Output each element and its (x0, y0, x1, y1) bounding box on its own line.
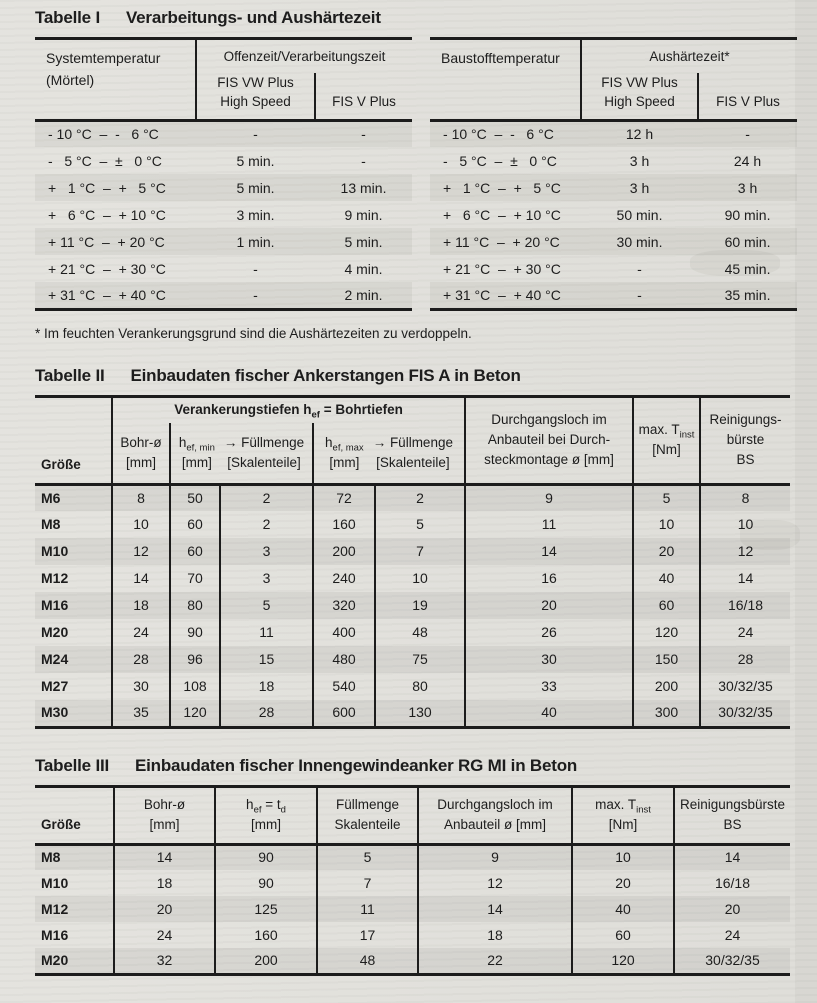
table-cell: + 1 °C – + 5 °C (48, 179, 166, 196)
table-cell: 200 (313, 538, 375, 565)
table-cell: - (637, 286, 642, 303)
table-cell: 125 (215, 896, 317, 922)
table-cell: 10 (375, 565, 465, 592)
table-cell: 24 (114, 922, 215, 948)
table-cell: 480 (313, 646, 375, 673)
table-cell: 120 (170, 700, 220, 727)
table-row (430, 174, 797, 201)
table-cell: M20 (35, 619, 112, 646)
table-row (35, 870, 790, 896)
table-cell: 40 (633, 565, 700, 592)
table-cell: 60 (572, 922, 674, 948)
table-cell: 60 (170, 511, 220, 538)
table-cell: 15 (220, 646, 313, 673)
table-cell: 20 (724, 900, 741, 917)
table1-title-label: Tabelle I (35, 8, 100, 27)
table1-title-text: Verarbeitungs- und Aushärtezeit (125, 8, 381, 27)
table3-title (35, 756, 817, 776)
table-row (430, 201, 797, 228)
table-cell: 18 (220, 673, 313, 700)
table-cell: 3 h (737, 179, 758, 196)
table-cell: + 31 °C – + 40 °C (443, 286, 561, 303)
table-row (35, 147, 412, 174)
table-row (35, 282, 412, 309)
table-cell: - 5 °C – ± 0 °C (443, 152, 557, 169)
header-baustofftemperatur: Baustofftemperatur (430, 39, 581, 121)
table1-right (430, 37, 797, 311)
table-cell: 20 (114, 896, 215, 922)
table-row (430, 120, 797, 147)
table-cell: + 6 °C – + 10 °C (48, 206, 166, 223)
table-cell: - 10 °C – - 6 °C (48, 126, 159, 143)
table-row (35, 896, 790, 922)
table-cell: 11 (465, 511, 633, 538)
table-cell: 30/32/35 (705, 951, 760, 968)
table-cell: M20 (35, 948, 114, 974)
table-cell: 22 (418, 948, 572, 974)
table-cell: 9 (418, 844, 572, 870)
header-hef-min-fuellmenge (170, 423, 313, 484)
table-cell: 96 (170, 646, 220, 673)
table-cell: 11 (220, 619, 313, 646)
table-cell: 70 (170, 565, 220, 592)
table-cell: 40 (572, 896, 674, 922)
header-reinigungsbuerste: Reinigungsbürste BS (674, 786, 790, 844)
table-row (35, 844, 790, 870)
table-cell: + 1 °C – + 5 °C (443, 179, 561, 196)
table-row (430, 282, 797, 309)
header-max-tinst: max. $T_{inst}$ [Nm] (572, 786, 674, 844)
table-row (430, 147, 797, 174)
table1-left-body (35, 120, 412, 309)
table-row (35, 619, 790, 646)
table-cell: 4 min. (344, 260, 383, 277)
table-cell: 10 (112, 511, 170, 538)
table-cell: 28 (112, 646, 170, 673)
table-cell: 130 (375, 700, 465, 727)
header-max-tinst: max. $T_{inst}$ [Nm] (633, 396, 700, 484)
table-cell: 16/18 (714, 874, 751, 891)
table-cell: 14 (465, 538, 633, 565)
table-cell: M8 (35, 511, 112, 538)
table-cell: 17 (317, 922, 418, 948)
table-cell: 2 min. (344, 286, 383, 303)
table-cell: 32 (114, 948, 215, 974)
table-row (35, 922, 790, 948)
header-durchgangsloch: Durchgangsloch im Anbauteil bei Durch- steckmontage ø [mm] (465, 396, 633, 484)
table-cell: M6 (35, 484, 112, 511)
table1-wrapper (35, 37, 817, 311)
table-cell: 18 (114, 870, 215, 896)
fuellmenge-label: → Füllmenge [Skalenteile] (372, 435, 453, 470)
table-cell: 16/18 (727, 597, 764, 614)
table-row (35, 511, 790, 538)
table-cell: 160 (215, 922, 317, 948)
table-cell: 2 (220, 484, 313, 511)
table-cell: + 21 °C – + 30 °C (48, 260, 166, 277)
table-cell: + 11 °C – + 20 °C (48, 233, 165, 250)
table-cell: 16 (465, 565, 633, 592)
table-cell: 30 min. (616, 233, 663, 250)
table-cell: 12 (737, 543, 754, 560)
table-cell: 33 (465, 673, 633, 700)
table-cell: 20 (633, 538, 700, 565)
table-cell: - (745, 126, 750, 143)
table-cell: 200 (215, 948, 317, 974)
table-cell: 3 (220, 538, 313, 565)
table2-title-text: Einbaudaten fischer Ankerstangen FIS A in Beton (130, 365, 521, 385)
table-cell: 45 min. (724, 260, 771, 277)
table-cell: 1 min. (236, 233, 275, 250)
table-cell: 26 (465, 619, 633, 646)
table-cell: M12 (35, 565, 112, 592)
table-row (35, 592, 790, 619)
table-cell: 9 min. (344, 206, 383, 223)
table-cell: 90 (170, 619, 220, 646)
table-cell: 90 min. (724, 206, 771, 223)
table-cell: 108 (170, 673, 220, 700)
table-cell: 60 (633, 592, 700, 619)
table-cell: 2 (220, 511, 313, 538)
table-cell: - (253, 126, 258, 143)
table2-title (35, 366, 817, 386)
header-fis-v-plus: FIS V Plus (315, 73, 412, 121)
header-hef-td: $h_{ef} = t_d$ [mm] (215, 786, 317, 844)
table-cell: 30/32/35 (718, 678, 773, 695)
header-verankerungstiefen: Verankerungstiefen $h_{ef}$ = Bohrtiefen (112, 396, 465, 423)
table-cell: M30 (35, 700, 112, 727)
table-cell: 12 (112, 538, 170, 565)
table-cell: 14 (112, 565, 170, 592)
table3-title-text: Einbaudaten fischer Innengewindeanker RG MI in Beton (135, 755, 578, 775)
table-cell: + 11 °C – + 20 °C (443, 233, 560, 250)
table-cell: 24 h (733, 152, 762, 169)
table-cell: 5 (633, 484, 700, 511)
table-cell: + 31 °C – + 40 °C (48, 286, 166, 303)
table-cell: 7 (317, 870, 418, 896)
table-row (35, 484, 790, 511)
table-cell: - (253, 260, 258, 277)
table-cell: 10 (572, 844, 674, 870)
table-cell: 8 (741, 489, 750, 506)
header-bohr-durchmesser: Bohr-ø [mm] (114, 786, 215, 844)
table-cell: 5 (375, 511, 465, 538)
table-cell: 40 (465, 700, 633, 727)
header-groesse: Größe (35, 786, 114, 844)
table-cell: 5 (220, 592, 313, 619)
table-cell: 14 (724, 849, 741, 866)
table-cell: 80 (170, 592, 220, 619)
table-cell: 120 (572, 948, 674, 974)
table-cell: 540 (313, 673, 375, 700)
table3-title-label: Tabelle III (35, 755, 110, 775)
fuellmenge-label: → Füllmenge [Skalenteile] (223, 435, 305, 470)
table-cell: 12 (418, 870, 572, 896)
table-cell: 18 (418, 922, 572, 948)
table-cell: - (637, 260, 642, 277)
table-cell: 10 (633, 511, 700, 538)
table-cell: 72 (313, 484, 375, 511)
table-row (35, 700, 790, 727)
table-cell: - 10 °C – - 6 °C (443, 126, 554, 143)
table-cell: 5 (317, 844, 418, 870)
table1-right-body (430, 120, 797, 309)
table-cell: 50 (170, 484, 220, 511)
table-cell: 18 (112, 592, 170, 619)
table-cell: 14 (737, 570, 754, 587)
table-cell: M16 (35, 592, 112, 619)
table-row (35, 565, 790, 592)
table-cell: 24 (112, 619, 170, 646)
table-row (35, 948, 790, 974)
table-cell: 48 (375, 619, 465, 646)
table-cell: 50 min. (616, 206, 663, 223)
header-reinigungsbuerste: Reinigungs- bürste BS (700, 396, 790, 484)
table-cell: 3 min. (236, 206, 275, 223)
header-groesse: Größe (35, 396, 112, 484)
table-row (35, 255, 412, 282)
table-cell: 11 (317, 896, 418, 922)
table-cell: 120 (633, 619, 700, 646)
table-cell: 3 (220, 565, 313, 592)
table-cell: 28 (220, 700, 313, 727)
table-cell: 200 (633, 673, 700, 700)
table3 (35, 785, 790, 976)
table-row (430, 255, 797, 282)
table-cell: 9 (465, 484, 633, 511)
table-cell: 90 (215, 870, 317, 896)
table-cell: 5 min. (236, 152, 275, 169)
hef-max-label: $h_{ef, max}$ [mm] (325, 435, 364, 470)
table-cell: 3 h (629, 179, 650, 196)
header-fis-vw-plus: FIS VW Plus High Speed (196, 73, 315, 121)
table1-title (35, 8, 817, 28)
table-cell: - (361, 152, 366, 169)
table-cell: 13 min. (340, 179, 387, 196)
table-cell: 12 h (625, 126, 654, 143)
table-cell: - 5 °C – ± 0 °C (48, 152, 162, 169)
table-cell: 5 min. (344, 233, 383, 250)
table-cell: 90 (215, 844, 317, 870)
table1-left (35, 37, 412, 311)
footnote: * Im feuchten Verankerungsgrund sind die Aushärtezeiten zu verdoppeln. (35, 325, 472, 341)
header-fis-vw-plus: FIS VW Plus High Speed (581, 73, 698, 121)
table-cell: 60 (170, 538, 220, 565)
table-cell: 75 (375, 646, 465, 673)
table-cell: + 21 °C – + 30 °C (443, 260, 561, 277)
table-cell: M10 (35, 870, 114, 896)
table-row (35, 201, 412, 228)
header-hef-max-fuellmenge (313, 423, 465, 484)
header-systemtemperatur: Systemtemperatur (Mörtel) (35, 39, 196, 121)
table-row (35, 646, 790, 673)
header-fuellmenge: Füllmenge Skalenteile (317, 786, 418, 844)
table3-body (35, 844, 790, 974)
hef-min-label: $h_{ef, min}$ [mm] (178, 435, 215, 470)
table-cell: 160 (313, 511, 375, 538)
header-aushaertezeit: Aushärtezeit* (649, 48, 730, 64)
table-cell: 240 (313, 565, 375, 592)
table-cell: 7 (375, 538, 465, 565)
table-cell: 24 (737, 624, 754, 641)
table-row (35, 228, 412, 255)
table2 (35, 395, 790, 729)
table2-body (35, 484, 790, 727)
table-cell: 5 min. (236, 179, 275, 196)
table-cell: 19 (375, 592, 465, 619)
table-cell: 10 (737, 516, 754, 533)
table-cell: 400 (313, 619, 375, 646)
table-cell: M10 (35, 538, 112, 565)
header-offenzeit: Offenzeit/Verarbeitungszeit (223, 48, 386, 64)
table-cell: 30 (112, 673, 170, 700)
table-row (35, 538, 790, 565)
table-cell: 2 (375, 484, 465, 511)
table-cell: 35 min. (724, 286, 771, 303)
table-cell: + 6 °C – + 10 °C (443, 206, 561, 223)
table-cell: 80 (375, 673, 465, 700)
table-cell: 20 (572, 870, 674, 896)
table-cell: 8 (112, 484, 170, 511)
table-cell: 300 (633, 700, 700, 727)
table-cell: - (253, 286, 258, 303)
table-cell: 14 (114, 844, 215, 870)
table-cell: 150 (633, 646, 700, 673)
table-cell: 35 (112, 700, 170, 727)
table-cell: M27 (35, 673, 112, 700)
table-cell: 3 h (629, 152, 650, 169)
table-cell: M8 (35, 844, 114, 870)
table-cell: - (361, 126, 366, 143)
table-cell: 14 (418, 896, 572, 922)
table-cell: M12 (35, 896, 114, 922)
table-row (35, 174, 412, 201)
table-cell: 600 (313, 700, 375, 727)
table-cell: 30/32/35 (718, 704, 773, 721)
table-cell: M16 (35, 922, 114, 948)
table-row (35, 673, 790, 700)
table-row (430, 228, 797, 255)
header-durchgangsloch: Durchgangsloch im Anbauteil ø [mm] (418, 786, 572, 844)
table-cell: 320 (313, 592, 375, 619)
table2-title-label: Tabelle II (35, 365, 105, 385)
table-row (35, 120, 412, 147)
table-cell: 30 (465, 646, 633, 673)
header-bohr-durchmesser: Bohr-ø [mm] (112, 423, 170, 484)
table-cell: 60 min. (724, 233, 771, 250)
header-fis-v-plus: FIS V Plus (698, 73, 797, 121)
table-cell: 28 (737, 651, 754, 668)
table-cell: 48 (317, 948, 418, 974)
table-cell: M24 (35, 646, 112, 673)
table-cell: 24 (724, 926, 741, 943)
table-cell: 20 (465, 592, 633, 619)
